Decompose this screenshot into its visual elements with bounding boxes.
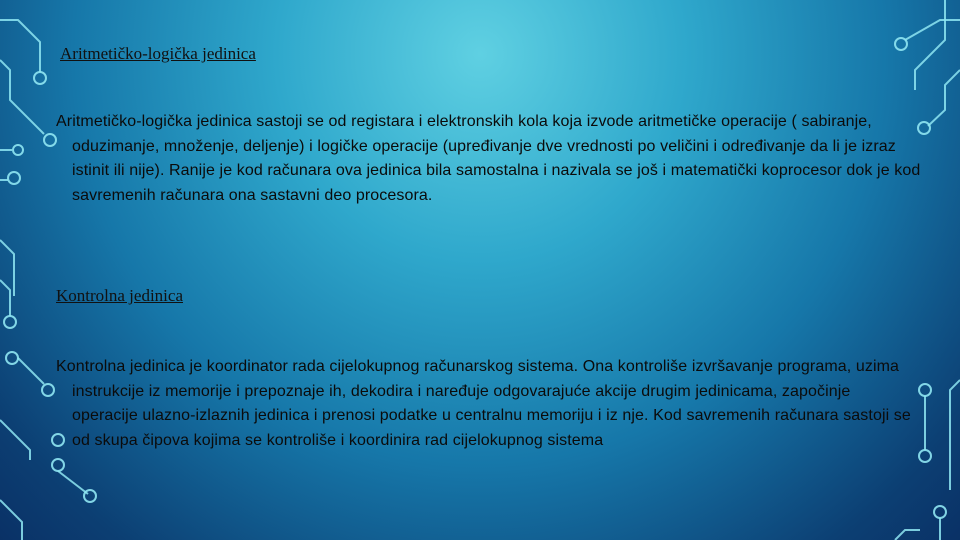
circuit-node: [919, 384, 931, 396]
circuit-trace: [928, 70, 960, 126]
circuit-trace: [0, 500, 22, 540]
circuit-trace: [915, 0, 945, 90]
circuit-trace: [895, 530, 920, 540]
circuit-trace: [0, 20, 40, 72]
circuit-node: [4, 316, 16, 328]
section-body-control-unit: Kontrolna jedinica je koordinator rada cijelokupnog računarskog sistema. Ona kontroliše izvršavanje programa, uzima instrukcije iz memorije i prepoznaje ih, dekodira i naređuje odgovarajuće akcije drugim jedinicama, započinje operacije ulazno-izlaznih jedinica i prenosi podatke u centralnu memoriju i iz nje. Kod savremenih računara sastoji se od skupa čipova kojima se kontroliše i koordinira rad cijelokupnog sistema: [56, 358, 911, 449]
circuit-node: [42, 384, 54, 396]
section-heading-alu: Aritmetičko-logička jedinica: [60, 44, 256, 63]
circuit-node: [84, 490, 96, 502]
circuit-trace: [0, 420, 30, 460]
circuit-trace: [905, 20, 960, 40]
section-heading-control-unit: Kontrolna jedinica: [56, 286, 183, 305]
circuit-node: [919, 450, 931, 462]
circuit-node: [934, 506, 946, 518]
circuit-trace: [0, 60, 44, 134]
circuit-trace: [18, 358, 44, 384]
circuit-trace: [950, 380, 960, 490]
circuit-trace: [58, 471, 88, 494]
circuit-node: [44, 134, 56, 146]
circuit-node: [6, 352, 18, 364]
section-body-alu: Aritmetičko-logička jedinica sastoji se od registara i elektronskih kola koja izvode aritmetičke operacije ( sabiranje, oduzimanje, množenje, deljenje) i logičke operacije (upređivanje dve vrednosti po veličini i određivanje da li je izraz istinit ili nije). Ranije je kod računara ova jedinica bila samostalna i nazivala se još i matematički koprocesor dok je kod savremenih računara ona sastavni deo procesora.: [56, 113, 921, 204]
circuit-node: [8, 172, 20, 184]
circuit-node: [13, 145, 23, 155]
circuit-node: [895, 38, 907, 50]
circuit-node: [34, 72, 46, 84]
circuit-node: [52, 459, 64, 471]
circuit-trace: [0, 280, 10, 316]
